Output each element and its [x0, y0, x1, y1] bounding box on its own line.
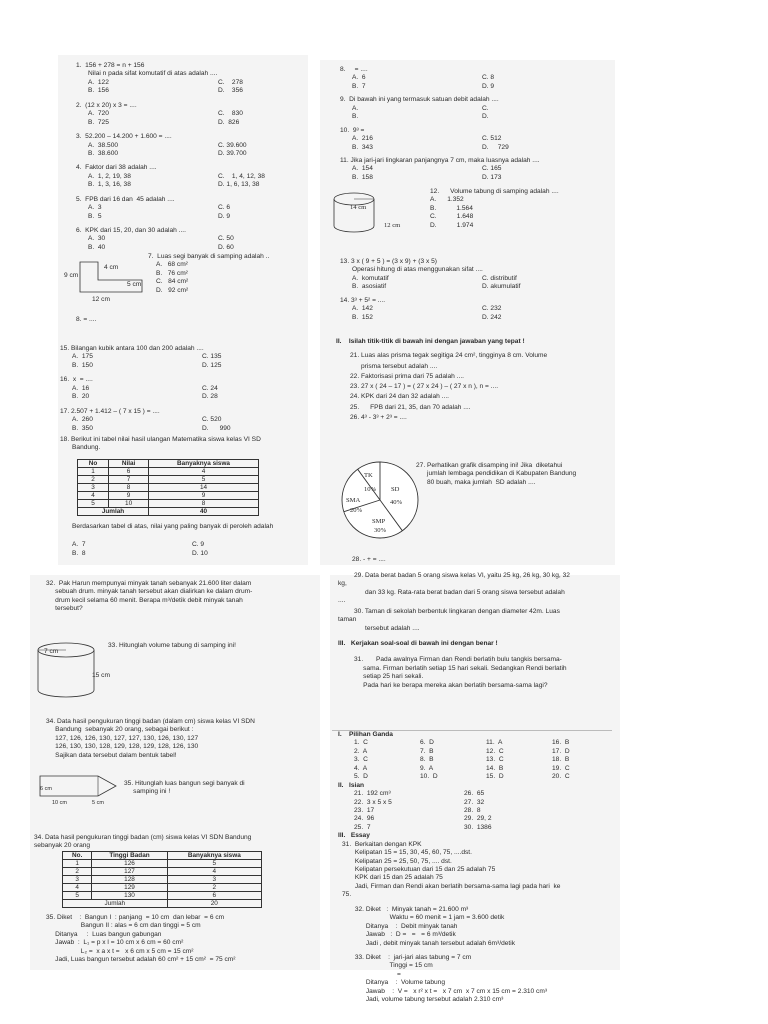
section-2-title: II. Isilah titik-titik di bawah ini dengan jawaban yang tepat ! — [336, 338, 525, 345]
answer-cell: 12. C — [486, 747, 504, 755]
option: D. — [482, 113, 489, 121]
question-item — [340, 66, 610, 91]
options-grid — [60, 416, 305, 433]
q7-opt-a: A. 68 cm² — [156, 261, 188, 269]
question-item — [76, 133, 301, 158]
answer-cell: 19. C — [552, 764, 570, 772]
answer-cell: 10. D — [420, 773, 438, 781]
question-text: 5. FPB dari 16 dan 45 adalah .... — [76, 195, 175, 203]
question-item — [340, 297, 610, 322]
question-text: 16. x = .... — [60, 376, 93, 384]
options-grid — [76, 204, 301, 221]
section-2-item: 23. 27 x ( 24 – 17 ) = ( 27 x 24 ) – ( 27 x n ), n = .... — [350, 383, 499, 391]
option: C. 6 — [218, 204, 231, 212]
option: B. 152 — [352, 313, 373, 321]
table-row: 3 128 3 — [63, 876, 262, 884]
option: D. 9 — [482, 82, 495, 90]
answer-cell: 28. 8 — [464, 806, 481, 814]
answer-row — [338, 824, 618, 832]
answer-row — [338, 739, 618, 747]
q18-table — [77, 459, 259, 516]
option: A. 3 — [88, 204, 102, 212]
question-item — [76, 196, 301, 221]
question-text: 10. 9³ = — [340, 126, 365, 134]
section-2-item: 22. Faktorisasi prima dari 75 adalah .... — [350, 372, 464, 380]
section-2 — [336, 338, 616, 423]
answers-s3-title: III. Essay — [338, 832, 370, 840]
essay-line: 33. Diket : jari-jari alas tabung = 7 cm — [342, 953, 472, 961]
option: C. 520 — [202, 416, 222, 424]
q7-text: 7. Luas segi banyak di samping adalah .. — [148, 253, 270, 260]
answer-row — [338, 807, 618, 815]
option: A. — [352, 104, 359, 112]
q34a — [46, 718, 316, 760]
essay-line: Jawab : D = = = 6 m³/detik — [342, 931, 456, 939]
option: B. 20 — [72, 393, 90, 401]
table-row: 3 8 14 — [78, 484, 259, 492]
option: D. 28 — [202, 393, 218, 401]
q12-cylinder-figure — [330, 190, 380, 236]
question-item — [340, 258, 610, 292]
option: D. 173 — [482, 173, 502, 181]
essay-line: Jadi , debit minyak tanah tersebut adalah 6m³/detik — [342, 939, 515, 947]
essay-line: 31. Berkaitan dengan KPK — [342, 840, 422, 848]
pie-label-40: 40% — [390, 499, 403, 506]
q33-radius-label: 7 cm — [44, 648, 59, 655]
option: A. 142 — [352, 305, 373, 313]
section-2-item: 21. Luas alas prisma tegak segitiga 24 cm², tingginya 8 cm. Volume — [350, 352, 548, 360]
answer-cell: 15. D — [486, 773, 504, 781]
question-text: 4. Faktor dari 38 adalah .... — [76, 164, 157, 172]
question-text: 1. 156 + 278 = n + 156 — [76, 62, 145, 69]
answer-cell: 30. 1386 — [464, 823, 492, 831]
essay-line: Jawab : V = x r² x t = x 7 cm x 7 cm x 15 cm = 2.310 cm³ — [342, 987, 548, 995]
essay-line: Waktu = 60 menit = 1 jam = 3.600 detik — [342, 914, 505, 922]
answer-cell: 29. 29, 2 — [464, 815, 492, 823]
q7-label-top: 4 cm — [104, 264, 119, 271]
text-line: Ditanya : Luas bangun gabungan — [46, 930, 162, 938]
q34-table: No. Tinggi Badan Banyaknya siswa 1 126 5 2 127 4 3 128 3 4 129 2 5 130 6 Jumlah 20 — [62, 851, 262, 908]
option: A. 216 — [352, 135, 373, 143]
q18-th-banyak: Banyaknya siswa — [149, 460, 259, 468]
answer-cell: 2. A — [354, 747, 368, 755]
option: B. 1, 3, 16, 38 — [88, 181, 131, 189]
option: B. 150 — [72, 361, 93, 369]
essay-line: Jadi, volume tabung tersebut adalah 2.310 cm³ — [342, 996, 504, 1004]
q35-label-b: 10 cm — [52, 800, 67, 806]
text-line: 35. Diket : Bangun I : panjang = 10 cm dan lebar = 6 cm — [46, 914, 225, 921]
answer-row — [338, 773, 618, 781]
essay-line: Jadi, Firman dan Rendi akan berlatih bersama-sama lagi pada hari ke — [342, 882, 561, 890]
question-subtext: Nilai n pada sifat komutatif di atas adalah .... — [88, 70, 218, 78]
q18-after: Berdasarkan tabel di atas, nilai yang paling banyak di peroleh adalah A. 7 C. 9 B. 8 D. 10 — [72, 523, 274, 557]
essay-line: 32. Diket : Minyak tanah = 21.600 m³ — [342, 905, 469, 913]
option: D. 39.700 — [218, 149, 247, 157]
answer-cell: 21. 192 cm³ — [354, 790, 391, 798]
table-row: 4 129 2 — [63, 884, 262, 892]
option: B. 38.600 — [88, 149, 119, 157]
answer-row — [338, 756, 618, 764]
question-text: 2. (12 x 20) x 3 = .... — [76, 101, 137, 109]
section-2-item: 24. KPK dari 24 dan 32 adalah .... — [350, 393, 449, 401]
option: A. 720 — [88, 110, 109, 118]
answer-cell: 23. 17 — [354, 806, 375, 814]
option: A. 38.500 — [88, 141, 119, 149]
option: B. 5 — [88, 212, 102, 220]
question-text: 8. = .... — [340, 66, 368, 73]
question-text: 3. 52.200 – 14.200 + 1.600 = .... — [76, 133, 172, 141]
table-total-row: Jumlah 20 — [63, 900, 262, 908]
section-2-item: 25. FPB dari 21, 35, dan 70 adalah .... — [350, 403, 471, 411]
question-text: 14. 3³ + 5² = .... — [340, 296, 386, 304]
options-grid — [340, 135, 610, 152]
option: C. 165 — [482, 165, 502, 173]
right-top2-questions — [340, 258, 610, 327]
left-mid-questions — [60, 345, 305, 439]
option: C. 830 — [218, 110, 243, 118]
question-item — [60, 408, 305, 433]
option: B. asosiatif — [352, 283, 387, 291]
table-row: 2 127 4 — [63, 868, 262, 876]
answer-cell: 25. 7 — [354, 823, 371, 831]
a35 — [46, 914, 316, 965]
answer-cell: 20. C — [552, 773, 570, 781]
option: A. 175 — [72, 353, 93, 361]
answer-cell: 16. B — [552, 739, 570, 747]
question-text: 13. 3 x ( 9 + 5 ) = (3 x 9) + (3 x 5) — [340, 258, 437, 265]
text-line: 34. Data hasil pengukuran tinggi badan (dalam cm) siswa kelas VI SDN — [46, 718, 255, 725]
option: A. 260 — [72, 416, 93, 424]
answer-row — [338, 748, 618, 756]
q30: 30. Taman di sekolah berbentuk lingkaran dengan diameter 42m. Luas taman tersebut adalah .... — [338, 608, 560, 632]
essay-line: Kelipatan persekutuan dari 15 dan 25 adalah 75 — [342, 866, 496, 873]
section-2-item: 26. 4³ - 3³ + 2³ = .... — [350, 413, 407, 421]
option: C. distributif — [482, 274, 517, 282]
q12-height-label: 12 cm — [384, 222, 401, 229]
table-row: 1 126 5 — [63, 860, 262, 868]
options-grid — [60, 385, 305, 402]
option: D. 242 — [482, 313, 502, 321]
q18-sub: Bandung. — [72, 444, 101, 452]
table-row: 5 10 8 — [78, 500, 259, 508]
option: C. 232 — [482, 305, 502, 313]
table-row: 2 7 5 — [78, 476, 259, 484]
option: C. — [482, 104, 489, 112]
options-grid — [340, 105, 610, 122]
option: A. 30 — [88, 235, 106, 243]
q34b: 34. Data hasil pengukuran tinggi badan (cm) siswa kelas VI SDN Bandung sebanyak 20 orang — [34, 834, 252, 850]
option: B. 350 — [72, 424, 93, 432]
option: A. komutatif — [352, 274, 389, 282]
answer-cell: 24. 96 — [354, 815, 375, 823]
left-top-questions — [76, 62, 301, 258]
option: B. 40 — [88, 243, 106, 251]
q7-block — [148, 253, 308, 295]
essay-line: KPK dari 15 dan 25 adalah 75 — [342, 874, 443, 882]
option: D. 1, 6, 13, 38 — [218, 181, 260, 189]
answer-cell: 11. A — [486, 739, 503, 747]
table-total-row: Jumlah 40 — [78, 508, 259, 516]
option: C. 1, 4, 12, 38 — [218, 172, 265, 180]
essay-line: Ditanya : Volume tabung — [342, 979, 445, 987]
text-line: 127, 126, 126, 130, 127, 127, 130, 126, 130, 127 — [46, 734, 199, 742]
essay-line: Tinggi = 15 cm — [342, 962, 433, 970]
answer-row — [338, 799, 618, 807]
q32 — [46, 580, 316, 614]
option: C. 512 — [482, 135, 502, 143]
q29: 29. Data berat badan 5 orang siswa kelas VI, yaitu 25 kg, 26 kg, 30 kg, 32 kg, dan 33 kg. Rata-rata berat badan dari 5 orang siswa tersebut adalah .... — [338, 572, 570, 605]
option: A. 16 — [72, 384, 90, 392]
q12-text: 12. Volume tabung di samping adalah .... — [430, 188, 559, 195]
q7-opt-b: B. 76 cm² — [156, 269, 188, 277]
options-grid — [76, 173, 301, 190]
essay-line: 75. — [342, 891, 352, 899]
question-item — [76, 102, 301, 127]
q33-cylinder-figure — [32, 640, 102, 702]
answer-cell: 8. B — [420, 756, 434, 764]
option: D. 125 — [202, 361, 222, 369]
option: D. 729 — [482, 143, 509, 151]
option: B. 725 — [88, 118, 109, 126]
pie-label-sma: SMA — [346, 497, 361, 504]
option: B. — [352, 113, 359, 121]
answer-cell: 1. C — [354, 739, 368, 747]
options-grid — [340, 165, 610, 182]
text-line: Jawab : L₁ = p x l = 10 cm x 6 cm = 60 cm² — [46, 939, 184, 947]
options-grid — [340, 275, 610, 292]
options-grid — [76, 79, 301, 96]
text-line: 126, 130, 130, 128, 129, 128, 129, 128, 126, 130 — [46, 743, 199, 751]
answer-row — [338, 765, 618, 773]
q7-label-mid: 5 cm — [127, 281, 142, 288]
options-grid — [76, 110, 301, 127]
q18-text: 18. Berikut ini tabel nilai hasil ulangan Matematika siswa kelas VI SD — [60, 436, 261, 443]
option: D. 60 — [218, 243, 234, 251]
answer-cell: 6. D — [420, 739, 434, 747]
option: A. 122 — [88, 78, 109, 86]
option: C. 8 — [482, 74, 495, 82]
question-item — [340, 157, 610, 182]
essay-line: Ditanya : Debit minyak tanah — [342, 922, 458, 930]
q33-text: 33. Hitunglah volume tabung di samping ini! — [108, 642, 236, 649]
pie-label-smp: SMP — [372, 518, 386, 525]
q35-text: 35. Hitunglah luas bangun segi banyak di samping ini ! — [124, 780, 245, 796]
text-line: Bangun II : alas = 6 cm dan tinggi = 5 cm — [46, 922, 201, 930]
options-grid — [76, 142, 301, 159]
q18-block — [60, 436, 305, 453]
option: C. 135 — [202, 353, 222, 361]
right-top-questions — [340, 66, 610, 187]
question-item — [60, 345, 305, 370]
option: C. 24 — [202, 384, 218, 392]
pie-label-10: 10% — [364, 486, 377, 493]
options-grid — [60, 353, 305, 370]
option: B. 158 — [352, 173, 373, 181]
option: D. akumulatif — [482, 283, 521, 291]
question-text: 9. Di bawah ini yang termasuk satuan debit adalah .... — [340, 96, 499, 104]
q35-label-w: 6 cm — [40, 786, 52, 792]
q18-th-nilai: Nilai — [109, 460, 149, 468]
option: A. 154 — [352, 165, 373, 173]
answer-cell: 17. D — [552, 747, 570, 755]
question-item — [60, 376, 305, 401]
essay-line: = — [342, 970, 401, 978]
answer-cell: 26. 65 — [464, 790, 485, 798]
pie-label-sd: SD — [391, 486, 400, 493]
options-grid — [340, 305, 610, 322]
q7-label-bottom: 12 cm — [92, 296, 110, 303]
question-subtext: Operasi hitung di atas menggunakan sifat .... — [352, 266, 483, 274]
text-line: L₂ = x a x t = x 6 cm x 5 cm = 15 cm² — [46, 947, 194, 955]
q7-label-left: 9 cm — [64, 272, 79, 279]
text-line: Jadi, Luas bangun tersebut adalah 60 cm² + 15 cm² = 75 cm² — [46, 956, 236, 964]
section-2-item: prisma tersebut adalah .... — [350, 362, 438, 370]
q12-radius-label: 14 cm — [350, 204, 367, 211]
q12-block: 12. Volume tabung di samping adalah .... A. 1.352 B. 1.564 C. 1.648 D. 1.974 — [430, 188, 610, 230]
text-line: sebuah drum. minyak tanah tersebut akan dialirkan ke dalam drum- — [46, 588, 253, 596]
answer-cell: 5. D — [354, 773, 368, 781]
answer-cell: 3. C — [354, 756, 368, 764]
table-row: 1 6 4 — [78, 468, 259, 476]
answer-cell: 4. A — [354, 764, 368, 772]
option: D. 356 — [218, 87, 243, 95]
question-item — [76, 164, 301, 189]
answer-cell: 14. B — [486, 764, 504, 772]
q7-opt-d: D. 92 cm² — [156, 286, 189, 294]
pie-label-20: 20% — [350, 507, 363, 514]
answer-cell: 18. B — [552, 756, 570, 764]
q7-opt-c: C. 84 cm² — [156, 278, 189, 286]
answers-s2-title: II. Isian — [338, 781, 365, 789]
section-3: III. Kerjakan soal-soal di bawah ini dengan benar ! 31. Pada awalnya Firman dan Rendi berlatih bulu tangkis bersama- sama. Firman berlatih setiap 15 hari sekali. Sedangkan Rendi berlatih setiap 25 hari sekali. Pada hari ke berapa mereka akan berlatih bersama-sama lagi? — [338, 640, 567, 689]
options-grid — [76, 235, 301, 252]
option: D. 990 — [202, 424, 231, 432]
option: A. 6 — [352, 74, 366, 82]
option: C. 50 — [218, 235, 234, 243]
table-row: 5 130 6 — [63, 892, 262, 900]
option: D. 826 — [218, 118, 240, 126]
text-line: Bandung sebanyak 20 orang, sebagai berikut : — [46, 726, 194, 734]
option: B. 156 — [88, 87, 109, 95]
answer-cell: 7. B — [420, 747, 434, 755]
question-text: 15. Bilangan kubik antara 100 dan 200 adalah .... — [60, 345, 204, 352]
q35-label-c: 5 cm — [92, 800, 104, 806]
option: C. 39.600 — [218, 141, 247, 149]
q8-left: 8. = .... — [76, 316, 97, 323]
text-line: 32. Pak Harun mempunyai minyak tanah sebanyak 21.600 liter dalam — [46, 580, 252, 587]
option: C. 278 — [218, 78, 243, 86]
answer-cell: 27. 32 — [464, 798, 485, 806]
pie-label-30: 30% — [374, 527, 387, 534]
answer-cell: 22. 3 x 5 x 5 — [354, 798, 392, 806]
q33-height-label: 15 cm — [92, 672, 110, 679]
essay-line: Kelipatan 25 = 25, 50, 75, .... dst. — [342, 857, 452, 865]
option: B. 343 — [352, 143, 373, 151]
answer-key — [338, 731, 618, 1005]
text-line: drum kecil selama 60 menit. Berapa m³/detik debit minyak tanah — [46, 596, 243, 604]
question-item — [76, 62, 301, 96]
answer-row — [338, 815, 618, 823]
option: D. 9 — [218, 212, 231, 220]
answer-cell: 9. A — [420, 764, 434, 772]
option: A. 1, 2, 19, 38 — [88, 172, 131, 180]
text-line: Sajikan data tersebut dalam bentuk tabel! — [46, 751, 177, 759]
q28: 28. - + = .... — [352, 556, 386, 563]
answer-row — [338, 790, 618, 798]
option: B. 7 — [352, 82, 366, 90]
options-grid — [340, 74, 610, 91]
question-text: 11. Jika jari-jari lingkaran panjangnya 7 cm, maka luasnya adalah .... — [340, 156, 540, 164]
answer-cell: 13. C — [486, 756, 504, 764]
essay-line: Kelipatan 15 = 15, 30, 45, 60, 75, ....dst. — [342, 849, 472, 857]
question-text: 6. KPK dari 15, 20, dan 30 adalah .... — [76, 227, 186, 234]
question-item — [340, 96, 610, 121]
answers-s1-title: I. Pilihan Ganda — [338, 731, 393, 738]
pie-label-tk: TK — [364, 472, 373, 479]
table-row: 4 9 9 — [78, 492, 259, 500]
question-item — [76, 227, 301, 252]
question-item — [340, 127, 610, 152]
text-line: tersebut? — [46, 605, 83, 613]
q27-text: 27. Perhatikan grafik disamping ini! Jika diketahui jumlah lembaga pendidikan di Kabupaten Bandung 80 buah, maka jumlah SD adalah .... — [416, 462, 577, 486]
question-text: 17. 2.507 + 1.412 – ( 7 x 15 ) = .... — [60, 407, 160, 415]
q18-th-no: No — [78, 460, 109, 468]
